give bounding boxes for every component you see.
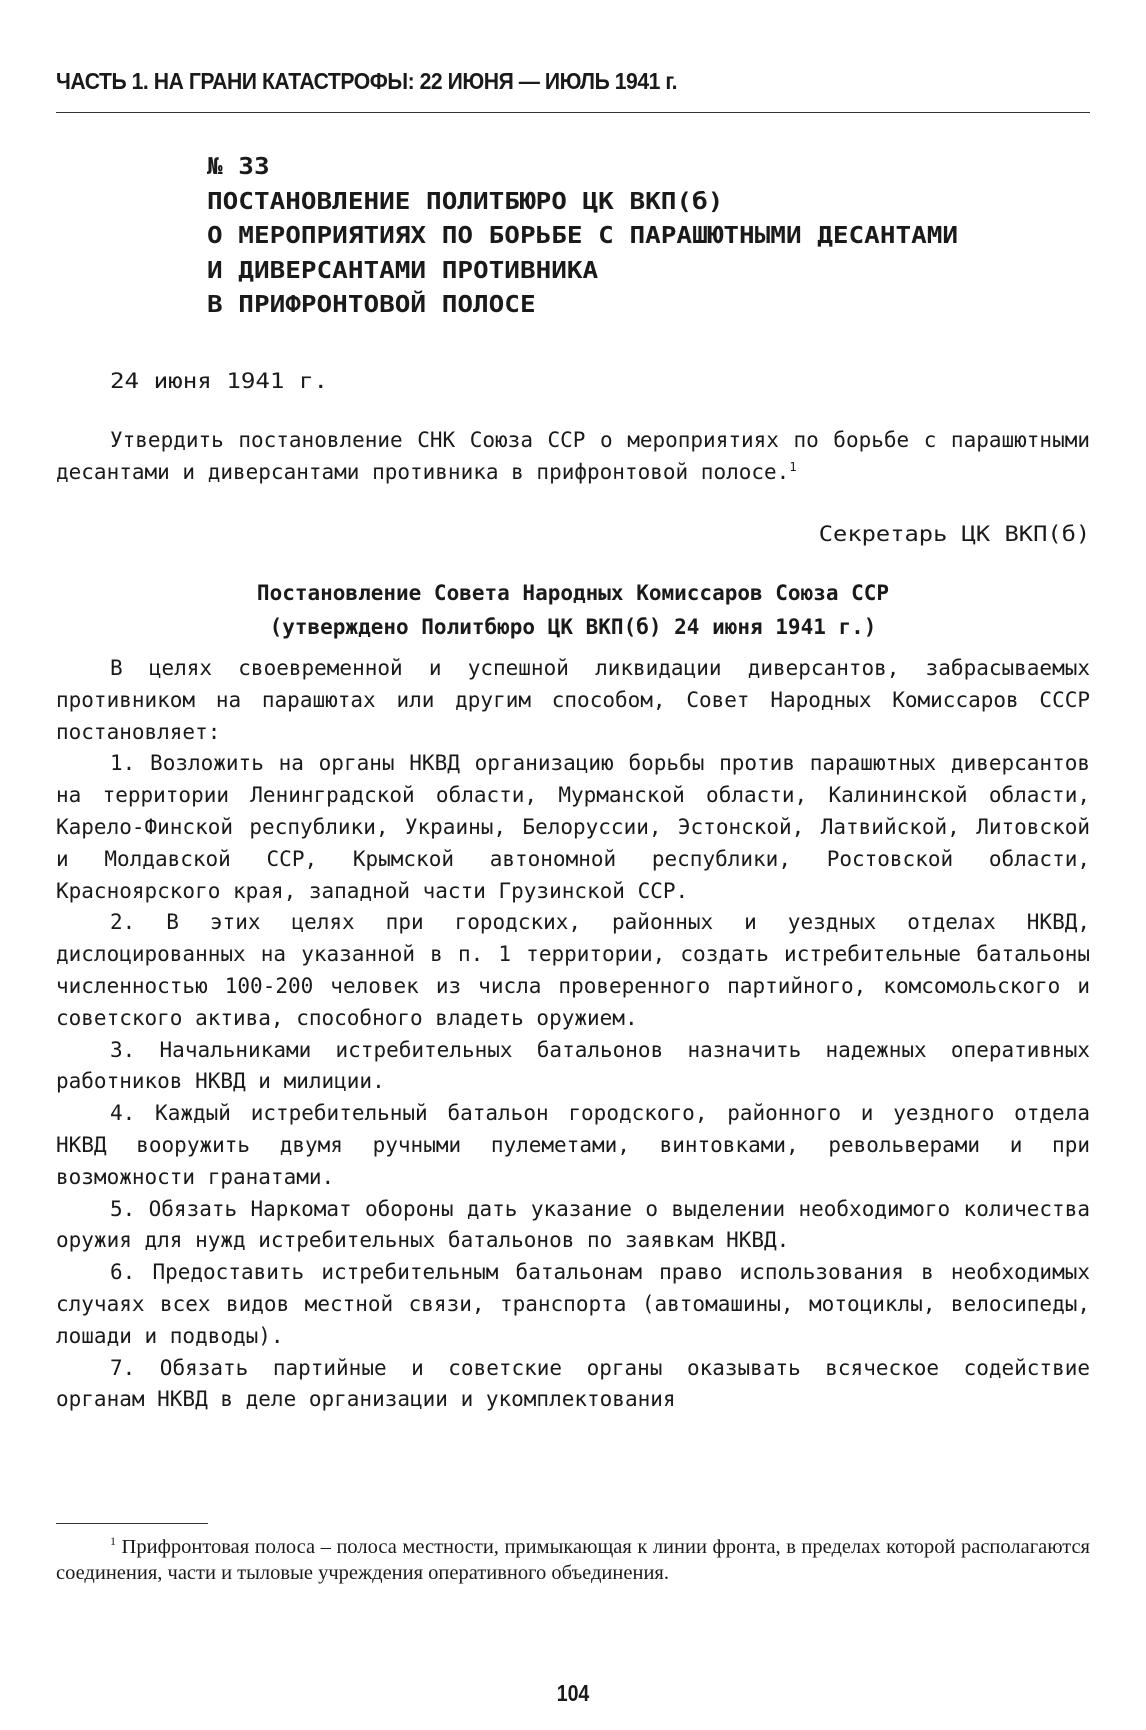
document-date: 24 июня 1941 г. [110, 369, 329, 393]
title-line: В ПРИФРОНТОВОЙ ПОЛОСЕ [207, 292, 536, 318]
footnote-rule [56, 1523, 208, 1524]
resolution-point: 7. Обязать партийные и советские органы оказывать всяческое содействие органам НКВД в деле организации и укомплектования [56, 1355, 1090, 1412]
resolution-point: 4. Каждый истребительный батальон городского, районного и уездного отдела НКВД вооружить двумя ручными пулеметами, винтовками, револьверами и при возможности гранатами. [56, 1101, 1090, 1189]
page-number: 104 [556, 1680, 590, 1706]
footnote-text: Прифронтовая полоса – полоса местности, примыкающая к линии фронта, в пределах которой располагаются соединения, части и тыловые учреждения оперативного объединения. [56, 1536, 1090, 1584]
title-line: И ДИВЕРСАНТАМИ ПРОТИВНИКА [207, 257, 599, 284]
resolution-approval-line: (утверждено Политбюро ЦК ВКП(б) 24 июня 1941 г.) [269, 615, 877, 639]
footnote-mark: 1 [110, 1534, 116, 1549]
footnote-ref: 1 [789, 460, 797, 474]
preamble: В целях своевременной и успешной ликвидации диверсантов, забрасываемых противником на парашютах или другим способом, Совет Народных Комиссаров СССР постановляет: [56, 656, 1090, 744]
resolution-point: 2. В этих целях при городских, районных и уездных отделах НКВД, дислоцированных на указанной в п. 1 территории, создать истребительные батальоны численностью 100-200 человек из числа проверенного партийного, комсомольского и советского актива, способного владеть оружием. [56, 910, 1090, 1030]
header-rule [56, 112, 1090, 113]
resolution-point: 5. Обязать Наркомат обороны дать указание о выделении необходимого количества оружия для нужд истребительных батальонов по заявкам НКВД. [56, 1196, 1090, 1253]
resolution-body [56, 653, 1090, 1416]
secretary-signature: Секретарь ЦК ВКП(б) [818, 522, 1090, 546]
resolution-title-line: Постановление Совета Народных Комиссаров Союза ССР [256, 581, 890, 605]
document-title [207, 150, 958, 323]
running-head: ЧАСТЬ 1. НА ГРАНИ КАТАСТРОФЫ: 22 ИЮНЯ — ИЮЛЬ 1941 г. [56, 68, 678, 94]
intro-paragraph [56, 424, 1090, 488]
resolution-point: 6. Предоставить истребительным батальонам право использования в необходимых случаях всех видов местной связи, транспорта (автомашины, мотоциклы, велосипеды, лошади и подводы). [56, 1260, 1090, 1348]
resolution-title [56, 576, 1090, 644]
title-line: О МЕРОПРИЯТИЯХ ПО БОРЬБЕ С ПАРАШЮТНЫМИ ДЕСАНТАМИ [207, 223, 959, 249]
footnote [56, 1534, 1090, 1586]
resolution-point: 1. Возложить на органы НКВД организацию борьбы против парашютных диверсантов на территории Ленинградской области, Мурманской области, Калининской области, Карело-Финской республики, Украины, Белоруссии, Эстонской, Латвийской, Литовской и Молдавской ССР, Крымской автономной республики, Ростовской области, Красноярского края, западной части Грузинской ССР. [56, 751, 1090, 903]
resolution-point: 3. Начальниками истребительных батальонов назначить надежных оперативных работников НКВД и милиции. [56, 1037, 1090, 1094]
intro-text: Утвердить постановление СНК Союза ССР о мероприятиях по борьбе с парашютными десантами и диверсантами противника в прифронтовой полосе. [56, 428, 1090, 484]
title-line: ПОСТАНОВЛЕНИЕ ПОЛИТБЮРО ЦК ВКП(б) [207, 188, 724, 215]
document-number: № 33 [207, 154, 270, 180]
